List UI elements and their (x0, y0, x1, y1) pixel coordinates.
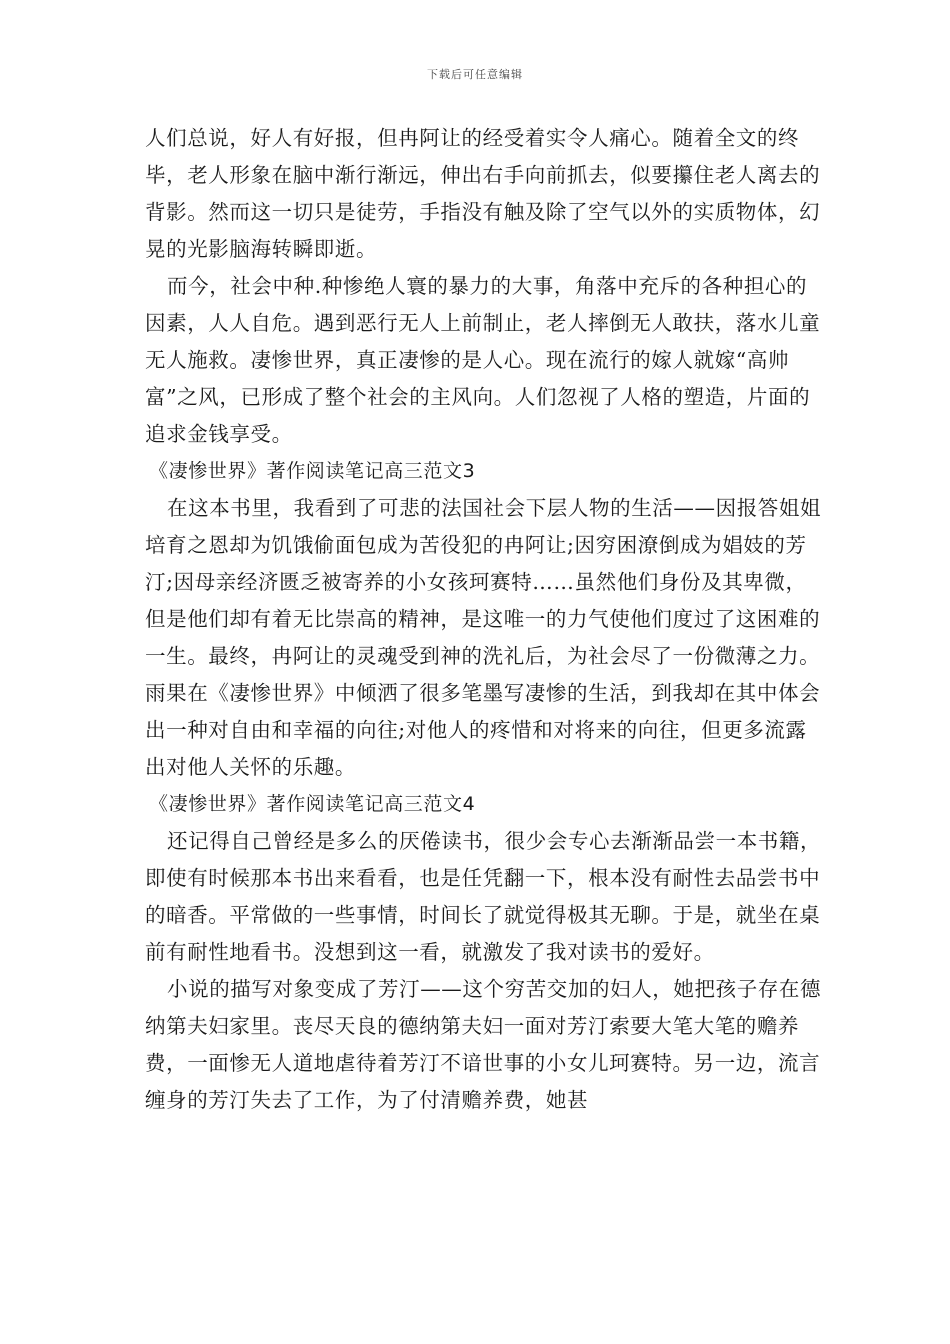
section-heading: 《凄惨世界》著作阅读笔记高三范文3 (149, 460, 476, 482)
document-body (145, 120, 825, 1119)
paragraph: 小说的描写对象变成了芳汀——这个穷苦交加的妇人，她把孩子存在德纳第夫妇家里。丧尽天良的德纳第夫妇一面对芳汀索要大笔大笔的赡养费，一面惨无人道地虐待着芳汀不谙世事的小女儿珂赛特。另一边，流言缠身的芳汀失去了工作，为了付清赡养费，她甚 (145, 977, 822, 1112)
paragraph: 而今，社会中种.种惨绝人寰的暴力的大事，角落中充斥的各种担心的因素，人人自危。遇到恶行无人上前制止，老人摔倒无人敢扶，落水儿童无人施救。凄惨世界，真正凄惨的是人心。现在流行的嫁人就嫁“高帅富”之风，已形成了整个社会的主风向。人们忽视了人格的塑造，片面的追求金钱享受。 (145, 274, 821, 446)
paragraph: 在这本书里，我看到了可悲的法国社会下层人物的生活——因报答姐姐培育之恩却为饥饿偷面包成为苦役犯的冉阿让;因穷困潦倒成为娼妓的芳汀;因母亲经济匮乏被寄养的小女孩珂赛特……虽然他们身份及其卑微，但是他们却有着无比崇高的精神，是这唯一的力气使他们度过了这困难的一生。最终，冉阿让的灵魂受到神的洗礼后，为社会尽了一份微薄之力。 (145, 496, 822, 668)
paragraph: 还记得自己曾经是多么的厌倦读书，很少会专心去渐渐品尝一本书籍，即使有时候那本书出来看看，也是任凭翻一下，根本没有耐性去品尝书中的暗香。平常做的一些事情，时间长了就觉得极其无聊。于是，就坐在桌前有耐性地看书。没想到这一看，就激发了我对读书的爱好。 (145, 829, 822, 964)
paragraph: 雨果在《凄惨世界》中倾洒了很多笔墨写凄惨的生活，到我却在其中体会出一种对自由和幸福的向往;对他人的疼惜和对将来的向往，但更多流露出对他人关怀的乐趣。 (145, 681, 821, 779)
paragraph: 人们总说，好人有好报，但冉阿让的经受着实令人痛心。随着全文的终毕，老人形象在脑中渐行渐远，伸出右手向前抓去，似要攥住老人离去的背影。然而这一切只是徒劳，手指没有触及除了空气以外的实质物体，幻晃的光影脑海转瞬即逝。 (145, 126, 821, 261)
section-heading: 《凄惨世界》著作阅读笔记高三范文4 (149, 793, 476, 815)
page-header: 下载后可任意编辑 (427, 68, 523, 81)
